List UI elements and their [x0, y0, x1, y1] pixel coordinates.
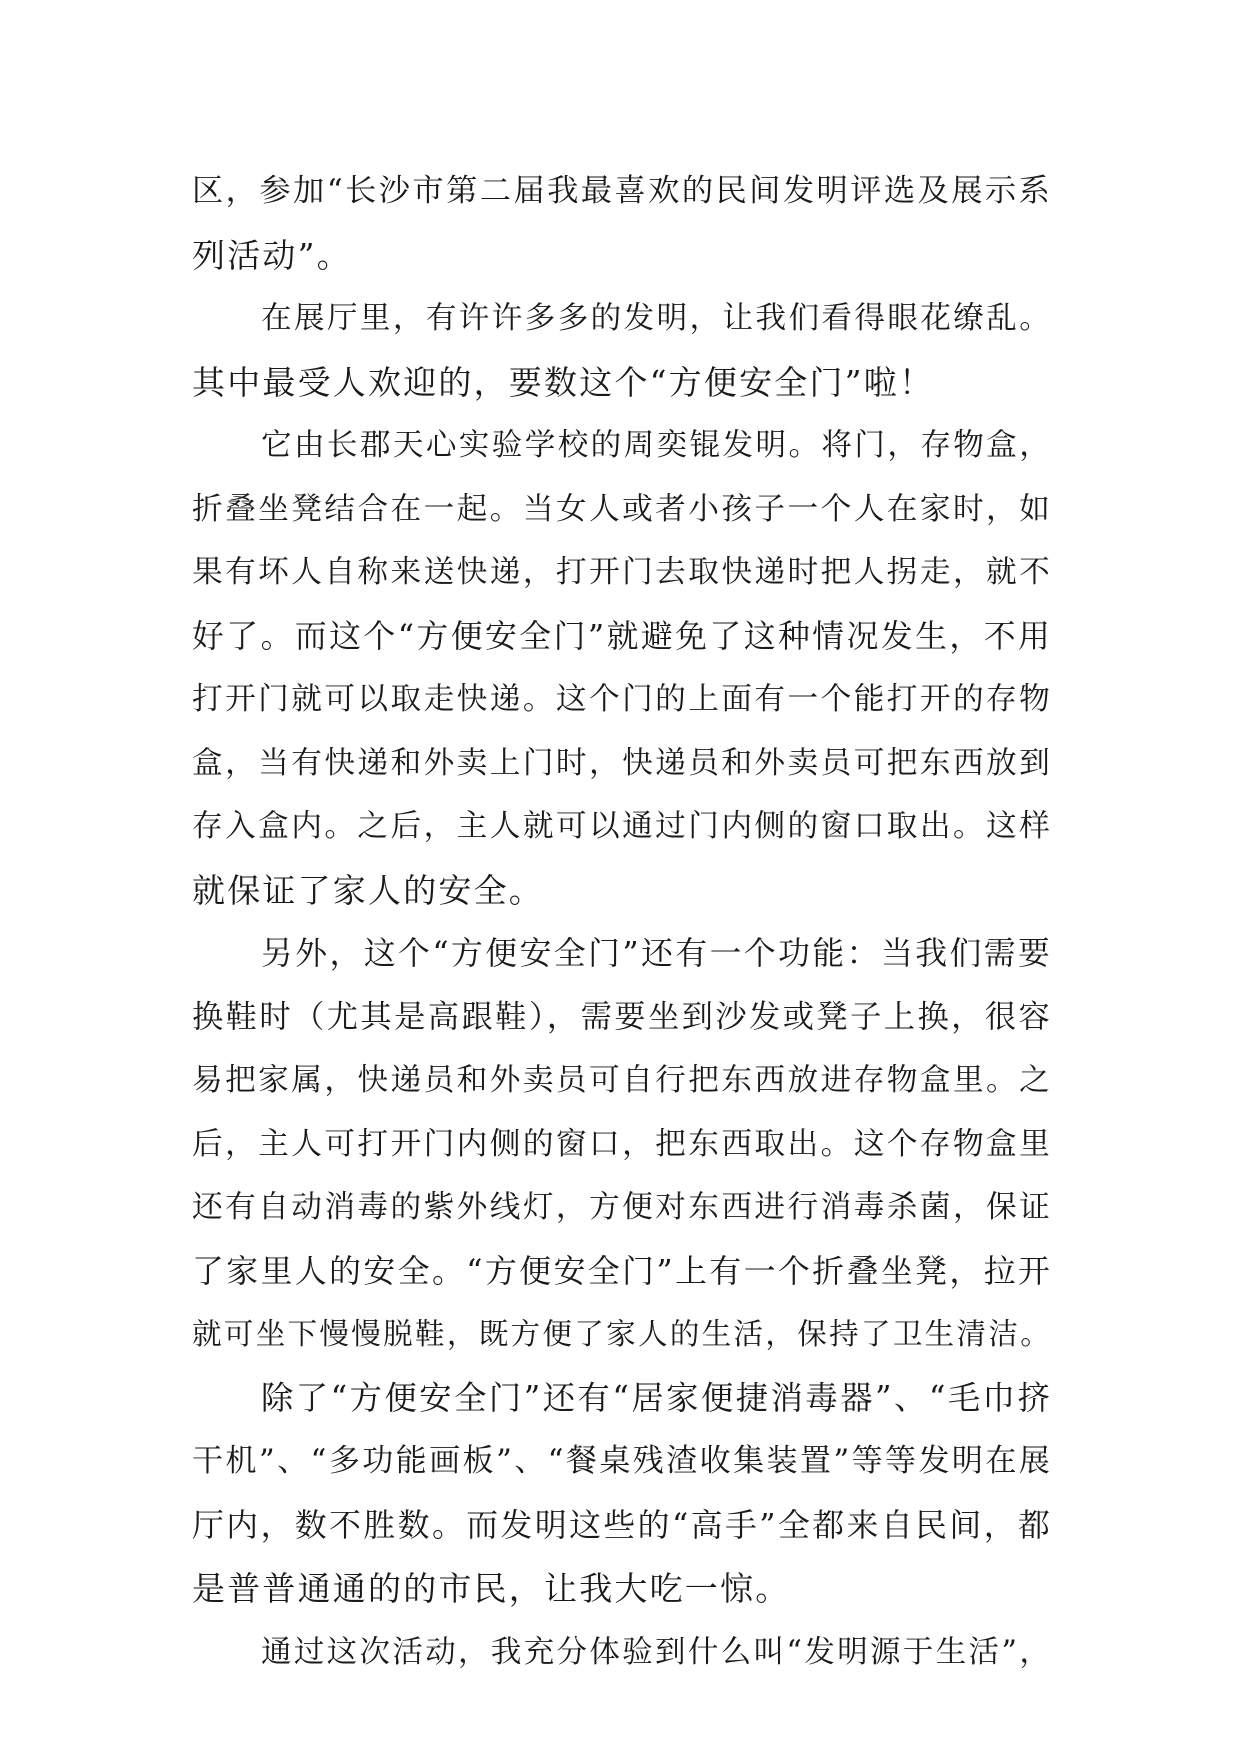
text-line: 区，参加“长沙市第二届我最喜欢的民间发明评选及展示系: [192, 173, 1052, 209]
text-line: 厅内，数不胜数。而发明这些的“高手”全都来自民间，都: [192, 1505, 1052, 1544]
text-line: 还有自动消毒的紫外线灯，方便对东西进行消毒杀菌，保证: [192, 1190, 1052, 1225]
text-line: 好了。而这个“方便安全门”就避免了这种情况发生，不用: [192, 616, 1052, 655]
text-line: 存入盒内。之后，主人就可以通过门内侧的窗口取出。这样: [192, 809, 1052, 844]
text-line: 干机”、“多功能画板”、“餐桌残渣收集装置”等等发明在展: [192, 1443, 1052, 1479]
article-body: [192, 160, 1052, 1684]
text-line: 就保证了家人的安全。: [192, 870, 544, 910]
text-line: 打开门就可以取走快递。这个门的上面有一个能打开的存物: [192, 682, 1052, 717]
text-line: 了家里人的安全。“方便安全门”上有一个折叠坐凳，拉开: [192, 1251, 1052, 1290]
paragraph-start-line: 在展厅里，有许许多多的发明，让我们看得眼花缭乱。: [261, 301, 1052, 336]
text-line: 后，主人可打开门内侧的窗口，把东西取出。这个存物盒里: [192, 1126, 1052, 1162]
text-line: 就可坐下慢慢脱鞋，既方便了家人的生活，保持了卫生清洁。: [192, 1317, 1052, 1351]
text-line: 折叠坐凳结合在一起。当女人或者小孩子一个人在家时，如: [192, 491, 1052, 527]
text-line: 其中最受人欢迎的，要数这个“方便安全门”啦！: [192, 362, 935, 402]
text-line: 是普普通通的的市民，让我大吃一惊。: [192, 1569, 791, 1608]
text-line: 换鞋时（尤其是高跟鞋），需要坐到沙发或凳子上换，很容: [192, 998, 1052, 1035]
text-line: 列活动”。: [192, 235, 352, 275]
paragraph-start-line: 另外，这个“方便安全门”还有一个功能：当我们需要: [261, 935, 1052, 972]
paragraph-start-line: 它由长郡天心实验学校的周奕锟发明。将门，存物盒，: [261, 428, 1052, 463]
paragraph-start-line: 通过这次活动，我充分体验到什么叫“发明源于生活”，: [261, 1634, 1052, 1670]
text-line: 果有坏人自称来送快递，打开门去取快递时把人拐走，就不: [192, 555, 1052, 590]
paragraph-start-line: 除了“方便安全门”还有“居家便捷消毒器”、“毛巾挤: [261, 1378, 1052, 1417]
text-line: 易把家属，快递员和外卖员可自行把东西放进存物盒里。之: [192, 1063, 1052, 1098]
text-line: 盒，当有快递和外卖上门时，快递员和外卖员可把东西放到: [192, 745, 1052, 781]
